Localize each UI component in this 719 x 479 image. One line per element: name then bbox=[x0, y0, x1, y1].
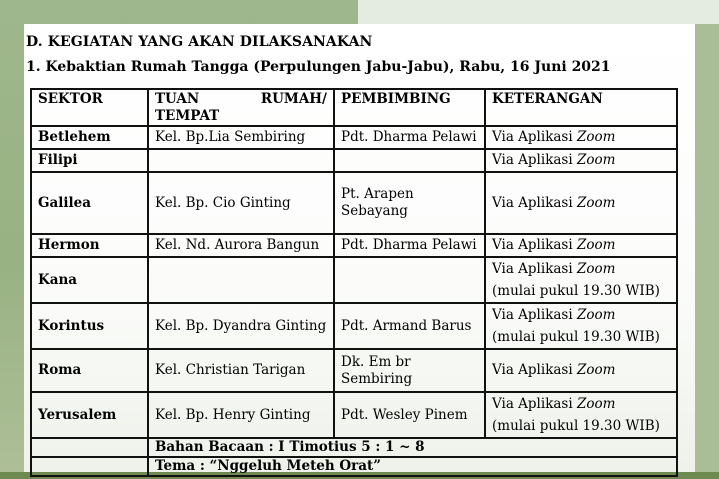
cell-tuan bbox=[148, 149, 334, 172]
cell-sektor: Kana bbox=[31, 257, 148, 303]
table-row bbox=[31, 392, 677, 438]
cell-keterangan bbox=[485, 349, 677, 392]
via-label: Via Aplikasi bbox=[492, 261, 577, 277]
cell-tuan: Kel. Christian Tarigan bbox=[148, 349, 334, 392]
cell-tuan: Kel. Bp. Henry Ginting bbox=[148, 392, 334, 438]
empty-cell bbox=[31, 457, 148, 476]
background-right bbox=[358, 0, 719, 24]
cell-keterangan bbox=[485, 257, 677, 303]
subtitle: 1. Kebaktian Rumah Tangga (Perpulungen Jabu-Jabu), Rabu, 16 Juni 2021 bbox=[26, 59, 611, 75]
zoom-label: Zoom bbox=[576, 194, 616, 211]
document-page bbox=[24, 24, 695, 472]
schedule-table bbox=[30, 88, 678, 477]
header-tuan-rumah bbox=[148, 89, 334, 126]
cell-keterangan bbox=[485, 149, 677, 172]
zoom-label: Zoom bbox=[576, 396, 616, 412]
table-row bbox=[31, 303, 677, 349]
cell-pembimbing bbox=[334, 349, 485, 392]
time-note: (mulai pukul 19.30 WIB) bbox=[492, 283, 660, 299]
cell-sektor: Filipi bbox=[31, 149, 148, 172]
reading-row bbox=[31, 438, 677, 457]
header-tempat: TEMPAT bbox=[155, 108, 220, 124]
zoom-label: Zoom bbox=[576, 307, 616, 323]
time-note: (mulai pukul 19.30 WIB) bbox=[492, 418, 660, 434]
cell-tuan: Kel. Nd. Aurora Bangun bbox=[148, 234, 334, 257]
table-row bbox=[31, 172, 677, 234]
cell-tuan: Kel. Bp. Cio Ginting bbox=[148, 172, 334, 234]
table-row bbox=[31, 349, 677, 392]
cell-tuan bbox=[148, 257, 334, 303]
cell-sektor: Betlehem bbox=[31, 126, 148, 149]
table-row bbox=[31, 149, 677, 172]
cell-pembimbing: Pdt. Wesley Pinem bbox=[334, 392, 485, 438]
cell-pembimbing bbox=[334, 172, 485, 234]
header-tuan-b: RUMAH/ bbox=[260, 91, 327, 107]
via-label: Via Aplikasi bbox=[492, 194, 577, 211]
empty-cell bbox=[31, 438, 148, 457]
cell-keterangan bbox=[485, 126, 677, 149]
pembimbing-line-2: Sembiring bbox=[341, 370, 413, 387]
zoom-label: Zoom bbox=[576, 362, 616, 378]
cell-sektor: Galilea bbox=[31, 172, 148, 234]
cell-keterangan bbox=[485, 172, 677, 234]
header-keterangan: KETERANGAN bbox=[485, 89, 677, 126]
cell-keterangan bbox=[485, 392, 677, 438]
table-row bbox=[31, 257, 677, 303]
cell-keterangan bbox=[485, 303, 677, 349]
cell-tuan: Kel. Bp.Lia Sembiring bbox=[148, 126, 334, 149]
table-row bbox=[31, 126, 677, 149]
cell-sektor: Korintus bbox=[31, 303, 148, 349]
cell-pembimbing: Pdt. Dharma Pelawi bbox=[334, 126, 485, 149]
cell-pembimbing bbox=[334, 149, 485, 172]
zoom-label: Zoom bbox=[576, 261, 616, 277]
via-label: Via Aplikasi bbox=[492, 129, 577, 145]
via-label: Via Aplikasi bbox=[492, 237, 577, 253]
time-note: (mulai pukul 19.30 WIB) bbox=[492, 329, 660, 345]
pembimbing-line-1: Pt. Arapen bbox=[341, 186, 414, 202]
cell-sektor: Roma bbox=[31, 349, 148, 392]
section-title: D. KEGIATAN YANG AKAN DILAKSANAKAN bbox=[26, 34, 373, 50]
tema: Tema : “Nggeluh Meteh Orat” bbox=[148, 457, 677, 476]
via-label: Via Aplikasi bbox=[492, 152, 577, 168]
zoom-label: Zoom bbox=[576, 129, 616, 145]
pembimbing-line-2: Sebayang bbox=[341, 203, 408, 219]
zoom-label: Zoom bbox=[576, 152, 616, 168]
cell-tuan: Kel. Bp. Dyandra Ginting bbox=[148, 303, 334, 349]
theme-row bbox=[31, 457, 677, 476]
bahan-bacaan: Bahan Bacaan : I Timotius 5 : 1 ~ 8 bbox=[148, 438, 677, 457]
cell-sektor: Hermon bbox=[31, 234, 148, 257]
header-pembimbing: PEMBIMBING bbox=[334, 89, 485, 126]
via-label: Via Aplikasi bbox=[492, 362, 577, 378]
header-row bbox=[31, 89, 677, 126]
header-tuan-a: TUAN bbox=[155, 91, 200, 107]
table-row bbox=[31, 234, 677, 257]
via-label: Via Aplikasi bbox=[492, 396, 577, 412]
via-label: Via Aplikasi bbox=[492, 307, 577, 323]
header-sektor: SEKTOR bbox=[31, 89, 148, 126]
pembimbing-line-1: Dk. Em br bbox=[341, 353, 411, 370]
cell-keterangan bbox=[485, 234, 677, 257]
zoom-label: Zoom bbox=[576, 237, 616, 253]
cell-sektor: Yerusalem bbox=[31, 392, 148, 438]
cell-pembimbing bbox=[334, 257, 485, 303]
cell-pembimbing: Pdt. Dharma Pelawi bbox=[334, 234, 485, 257]
cell-pembimbing: Pdt. Armand Barus bbox=[334, 303, 485, 349]
